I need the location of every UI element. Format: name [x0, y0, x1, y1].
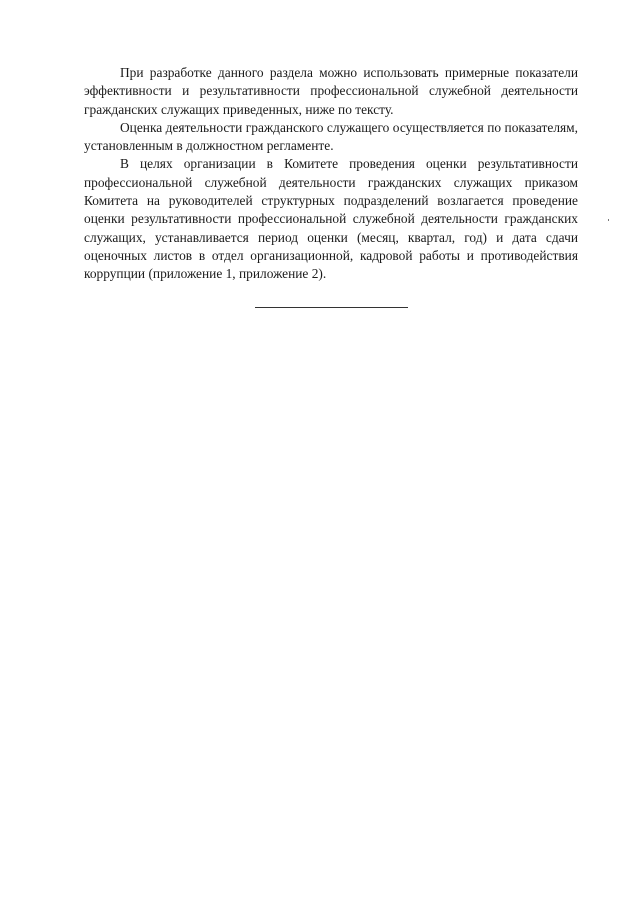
paragraph-development-note: При разработке данного раздела можно использовать примерные показатели эффективности и результативности профессиональной служебной деятельности гражданских служащих приведенных, ниже по тексту. — [84, 65, 578, 117]
section-separator-line — [255, 307, 408, 308]
scan-artifact — [608, 219, 609, 221]
paragraph-assessment-basis: Оценка деятельности гражданского служащего осуществляется по показателям, установленным в должностном регламенте. — [84, 119, 578, 154]
document-body — [84, 64, 578, 284]
paragraph-assessment-procedure: В целях организации в Комитете проведения оценки результативности профессиональной служебной деятельности гражданских служащих приказом Комитета на руководителей структурных подразделений возлагается проведение оценки результативности профессиональной служебной деятельности гражданских служащих, устанавливается период оценки (месяц, квартал, год) и дата сдачи оценочных листов в отдел организационной, кадровой работы и противодействия коррупции (приложение 1, приложение 2). — [84, 156, 578, 282]
